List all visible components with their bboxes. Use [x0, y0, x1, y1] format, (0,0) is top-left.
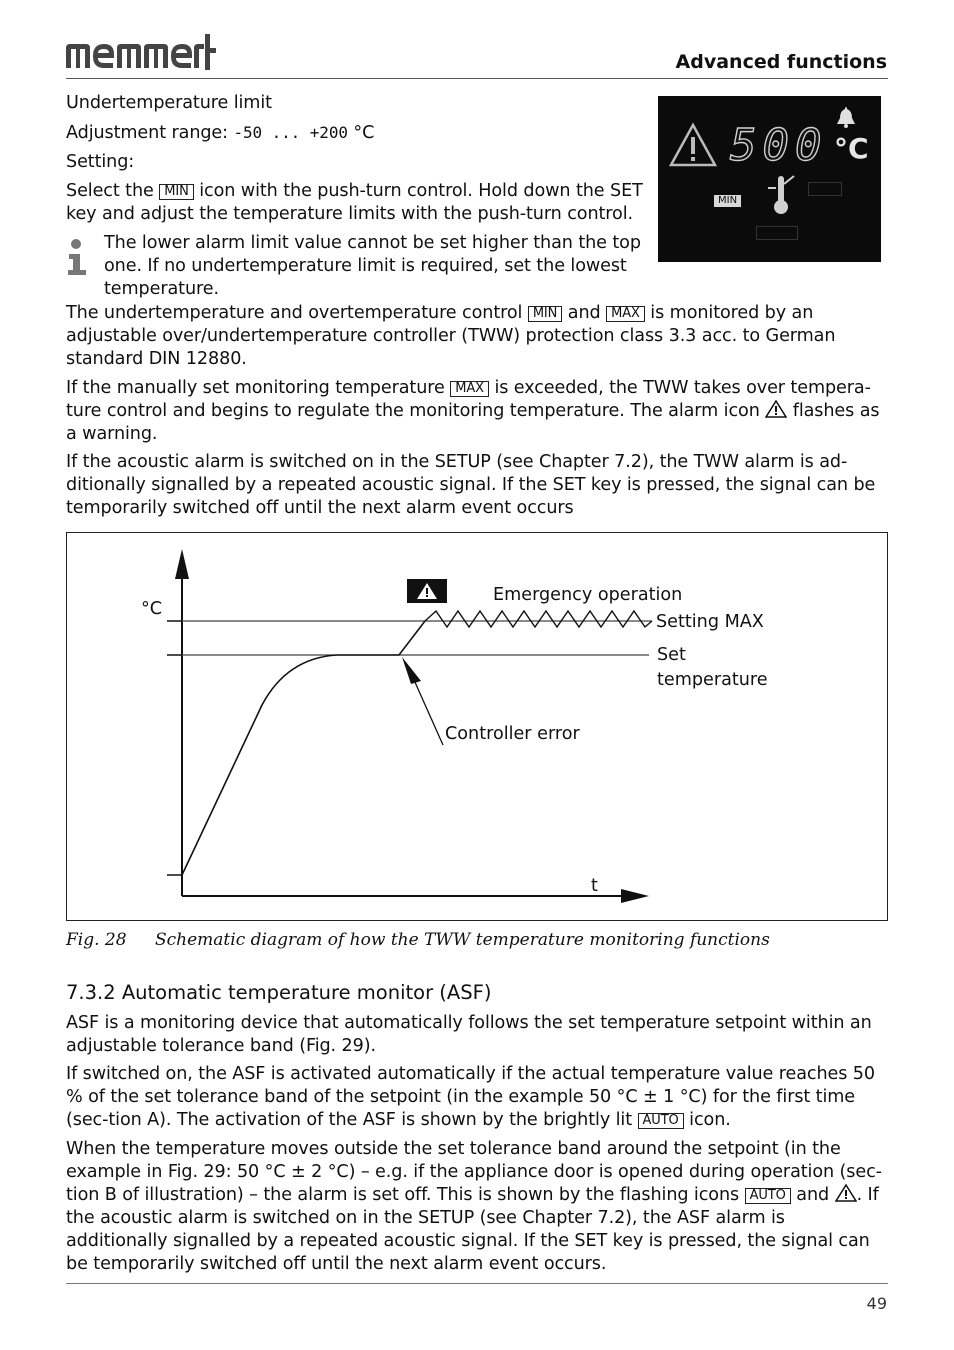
emergency-zigzag — [425, 611, 652, 627]
x-axis-label: t — [591, 876, 598, 896]
footer-rule — [66, 1283, 888, 1284]
display-segment-bottom — [756, 226, 798, 240]
set-temperature-label-2: temperature — [657, 670, 768, 690]
bell-icon — [836, 106, 856, 128]
controller-display — [658, 96, 881, 262]
tww-diagram — [66, 532, 888, 921]
memmert-logo — [66, 32, 216, 72]
intro-select-paragraph: Select the MIN icon with the push-turn control. Hold down the SET key and adjust the temperature limits with the push-turn control. — [66, 181, 643, 224]
display-min-label: MIN — [714, 195, 741, 207]
intro-line-range: Adjustment range: -50 ... +200 °C — [66, 123, 375, 143]
display-unit: °C — [834, 132, 869, 165]
paragraph-monitoring: If the manually set monitoring temperature MAX is exceeded, the TWW takes over tempera-ture control and begins to regulate the monitoring temperature. The alarm icon flashes as a warning. — [66, 378, 880, 444]
alarm-warning-icon — [835, 1184, 857, 1202]
intro-line-setting: Setting: — [66, 152, 135, 172]
max-key: MAX — [606, 306, 645, 322]
temperature-curve — [182, 621, 425, 875]
paragraph-tww: The undertemperature and overtemperature control MIN and MAX is monitored by an adjustable over/undertemperature controller (TWW) protection class 3.3 acc. to German standard DIN 12880. — [66, 303, 836, 369]
info-icon — [66, 238, 88, 276]
paragraph-asf-intro: ASF is a monitoring device that automatically follows the set temperature setpoint within an adjustable tolerance band (Fig. 29). — [66, 1013, 872, 1056]
header-rule — [66, 78, 888, 79]
auto-key: AUTO — [745, 1188, 791, 1204]
paragraph-acoustic: If the acoustic alarm is switched on in the SETUP (see Chapter 7.2), the TWW alarm is ad-ditionally signalled by a repeated acoustic signal. If the SET key is pressed, the signal can be temporarily switched off until the next alarm event occurs — [66, 452, 876, 518]
min-key: MIN — [528, 306, 562, 322]
paragraph-asf-alarm: When the temperature moves outside the set tolerance band around the setpoint (in the example in Fig. 29: 50 °C ± 2 °C) – e.g. if the appliance door is opened during operation (sec-tion B of illustration) – the alarm is set off. This is shown by the flashing icons AUTO and . If the acoustic alarm is switched on in the SETUP (see Chapter 7.2), the ASF alarm is additionally signalled by a repeated acoustic signal. If the SET key is pressed, the signal can be temporarily switched off until the next alarm event occurs. — [66, 1139, 882, 1274]
figure-caption-text: Schematic diagram of how the TWW temperature monitoring functions — [155, 930, 770, 950]
info-note: The lower alarm limit value cannot be set higher than the top one. If no undertemperature limit is required, set the lowest temperature. — [104, 233, 641, 299]
section-title: Advanced functions — [675, 51, 887, 73]
max-key: MAX — [450, 381, 489, 397]
setting-max-label: Setting MAX — [656, 612, 764, 632]
alarm-warning-icon — [668, 122, 718, 168]
controller-error-label: Controller error — [445, 724, 580, 744]
emergency-operation-label: Emergency operation — [493, 585, 683, 605]
page-number: 49 — [866, 1294, 887, 1313]
display-digits: 500 — [730, 120, 828, 171]
x-axis-arrow — [621, 889, 649, 903]
auto-key: AUTO — [638, 1113, 684, 1129]
figure-number: Fig. 28 — [66, 930, 127, 950]
section-heading: 7.3.2 Automatic temperature monitor (ASF) — [66, 981, 492, 1004]
y-axis-arrow — [175, 549, 189, 579]
min-key: MIN — [159, 184, 193, 200]
thermometer-icon — [764, 174, 798, 216]
display-segment-top — [808, 182, 842, 196]
range-value: -50 ... +200 — [233, 123, 348, 142]
alarm-warning-icon — [765, 400, 787, 418]
paragraph-asf-activation: If switched on, the ASF is activated automatically if the actual temperature value reaches 50 % of the set tolerance band of the setpoint (in the example 50 °C ± 1 °C) for the first time (sec-tion A). The activation of the ASF is shown by the brightly lit AUTO icon. — [66, 1064, 875, 1130]
set-temperature-label-1: Set — [657, 645, 686, 665]
intro-line-title: Undertemperature limit — [66, 93, 272, 113]
controller-error-arrowhead — [402, 657, 421, 684]
figure-caption — [66, 930, 770, 950]
y-axis-label: °C — [141, 599, 163, 619]
